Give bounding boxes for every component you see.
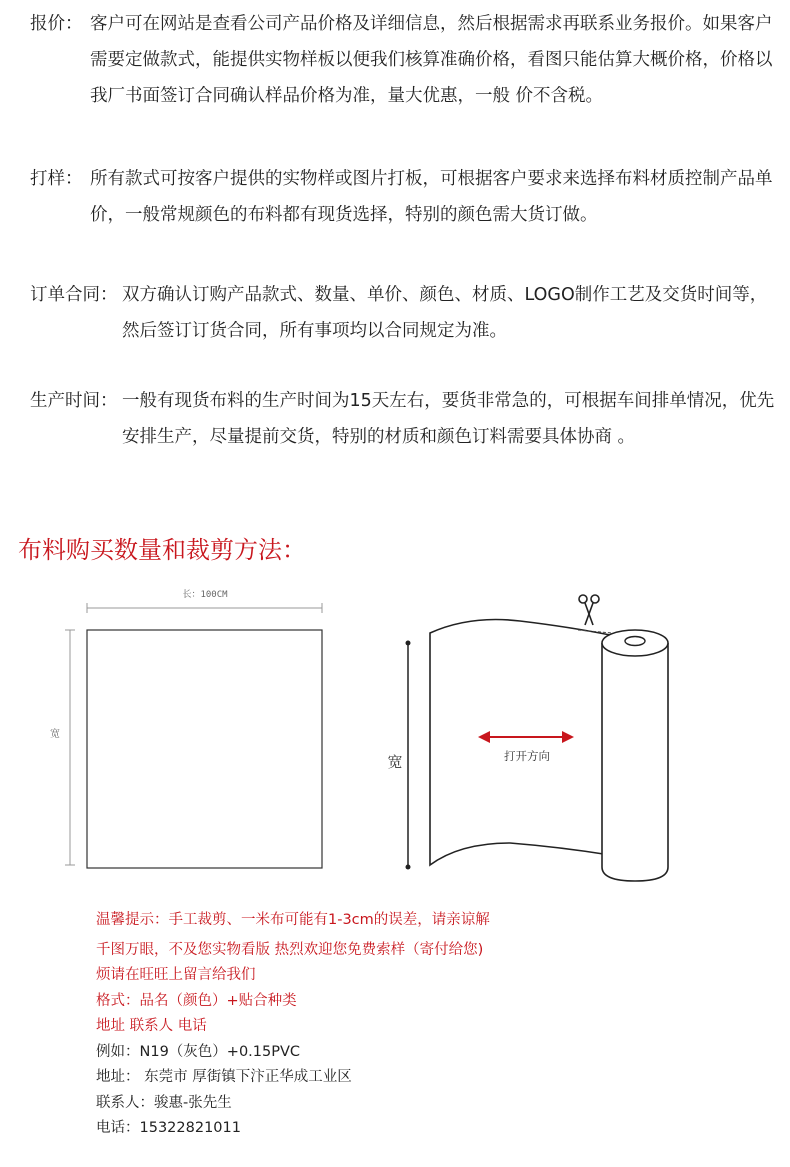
section-quote — [30, 6, 782, 114]
note-fields: 地址 联系人 电话 — [96, 1018, 207, 1034]
roll-core — [625, 637, 645, 646]
note-sample-invite: 千图万眼，不及您实物看版 热烈欢迎您免费索样（寄付给您) — [96, 941, 484, 958]
flat-fabric-sheet — [50, 589, 322, 868]
section-text: 一般有现货布料的生产时间为15天左右，要货非常急的，可根据车间排单情况，优先安排生产，尽量提前交货，特别的材质和颜色订料需要具体协商 。 — [122, 391, 775, 447]
section-text: 所有款式可按客户提供的实物样或图片打板，可根据客户要求来选择布料材质控制产品单价，一般常规颜色的布料都有现货选择，特别的颜色需大货订做。 — [90, 169, 773, 225]
roll-width-dot-bottom — [406, 865, 411, 870]
fabric-sheet-rect — [87, 630, 322, 868]
fabric-cutting-diagram — [0, 575, 790, 895]
width-label-right: 宽 — [387, 753, 403, 771]
section-text: 双方确认订购产品款式、数量、单价、颜色、材质、LOGO制作工艺及交货时间等，然后签订订货合同，所有事项均以合同规定为准。 — [122, 285, 768, 341]
note-warning: 温馨提示：手工裁剪、一米布可能有1-3cm的误差，请亲谅解 — [96, 912, 490, 928]
section-label: 订单合同： — [30, 285, 118, 305]
section-sample — [30, 161, 782, 233]
note-phone: 电话：15322821011 — [96, 1120, 241, 1136]
note-address: 地址： 东莞市 厚街镇下汴正华成工业区 — [96, 1069, 352, 1085]
section-label: 生产时间： — [30, 391, 118, 411]
note-contact-person: 联系人：骏惠-张先生 — [96, 1094, 232, 1111]
scissors-icon — [579, 595, 599, 625]
fabric-roll — [387, 595, 668, 881]
roll-width-dot-top — [406, 641, 411, 646]
note-message-request: 烦请在旺旺上留言给我们 — [96, 967, 256, 983]
length-label: 长：100CM — [182, 590, 228, 600]
section-contract — [30, 277, 782, 349]
width-label-left: 宽 — [50, 729, 60, 740]
section-text: 客户可在网站是查看公司产品价格及详细信息，然后根据需求再联系业务报价。如果客户需要定做款式，能提供实物样板以便我们核算准确价格，看图只能估算大概价格，价格以我厂书面签订合同确认样品价格为准，量大优惠，一般 价不含税。 — [90, 14, 773, 106]
section-label: 报价： — [30, 14, 83, 34]
open-direction-label: 打开方向 — [504, 749, 550, 763]
contact-notes — [96, 908, 776, 1142]
section-production-time — [30, 383, 782, 455]
section-label: 打样： — [30, 169, 83, 189]
cutting-method-heading: 布料购买数量和裁剪方法： — [18, 536, 306, 564]
note-format: 格式：品名（颜色）+贴合种类 — [96, 992, 297, 1009]
roll-cylinder — [602, 643, 668, 881]
note-example: 例如：N19（灰色）+0.15PVC — [96, 1043, 301, 1060]
unrolled-fabric — [430, 620, 610, 866]
